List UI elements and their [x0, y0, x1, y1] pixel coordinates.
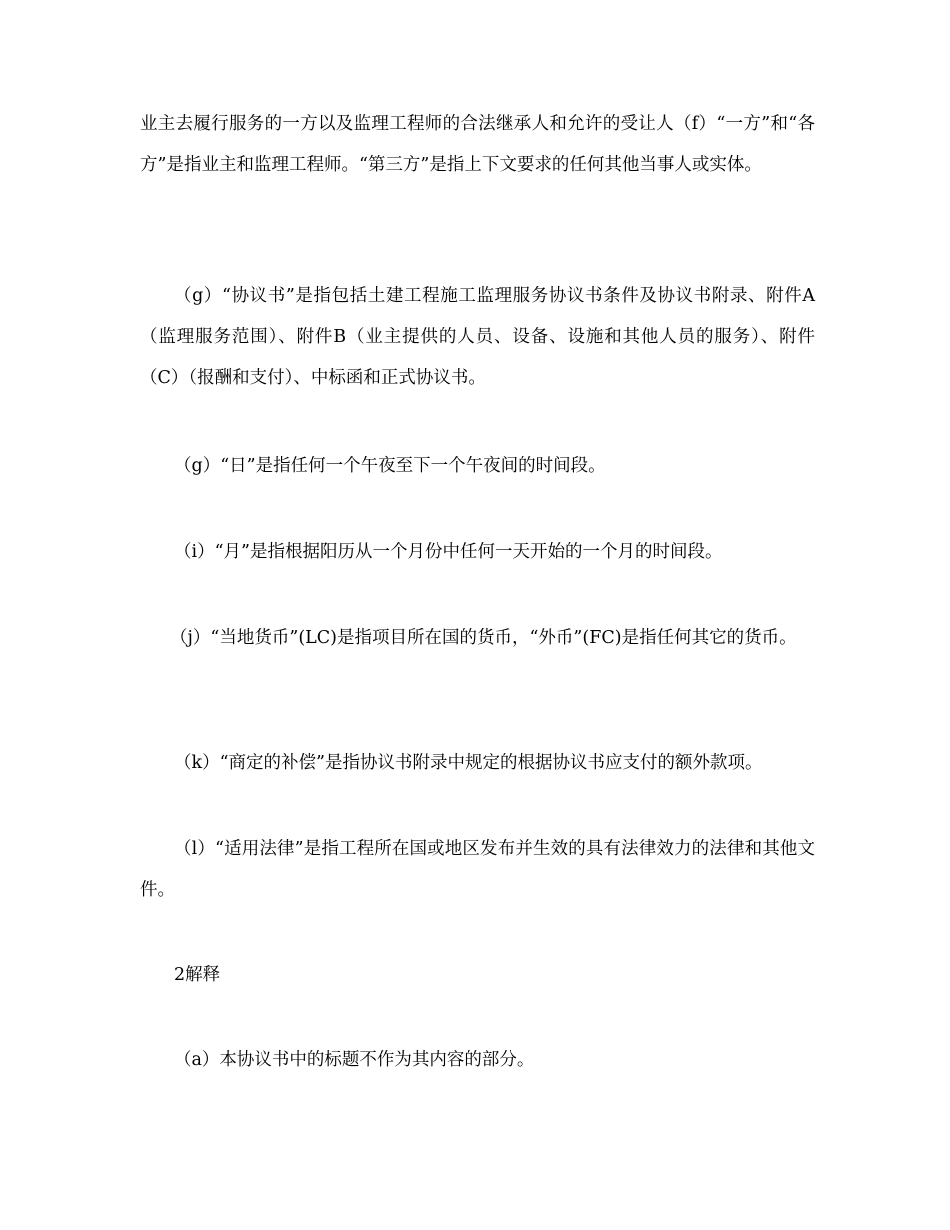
section-heading-interpretation: 2解释 [174, 965, 221, 985]
paragraph-applicable-law-definition: （l）“适用法律”是指工程所在国或地区发布并生效的具有法律效力的法律和其他文件。 [140, 839, 815, 900]
paragraph-day-definition: （g）“日”是指任何一个午夜至下一个午夜间的时间段。 [174, 456, 606, 476]
paragraph-currency-definition: （j）“当地货币”(LC)是指项目所在国的货币，“外币”(FC)是指任何其它的货币。 [170, 628, 797, 648]
paragraph-headings-clause: （a）本协议书中的标题不作为其内容的部分。 [174, 1050, 535, 1070]
paragraph-compensation-definition: （k）“商定的补偿”是指协议书附录中规定的根据协议书应支付的额外款项。 [174, 753, 763, 773]
paragraph-agreement-definition: （g）“协议书”是指包括土建工程施工监理服务协议书条件及协议书附录、附件A（监理服务范围）、附件B（业主提供的人员、设备、设施和其他人员的服务）、附件（C）（报酬和支付）、中标函和正式协议书。 [140, 286, 815, 388]
paragraph-party-definition: 业主去履行服务的一方以及监理工程师的合法继承人和允许的受让人（f）“一方”和“各方”是指业主和监理工程师。“第三方”是指上下文要求的任何其他当事人或实体。 [140, 114, 815, 175]
paragraph-month-definition: （i）“月”是指根据阳历从一个月份中任何一天开始的一个月的时间段。 [174, 542, 723, 562]
